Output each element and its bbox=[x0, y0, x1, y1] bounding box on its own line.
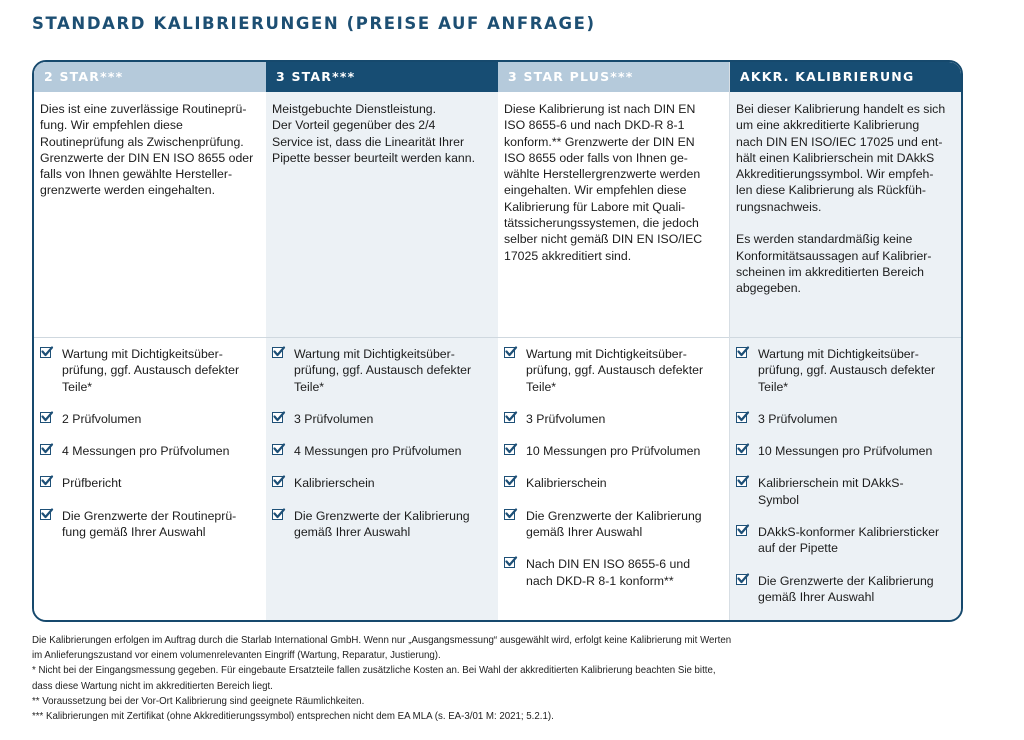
feature-label: Kalibrierschein bbox=[294, 476, 375, 491]
feature-label: Wartung mit Dichtigkeitsüber- prüfung, ggf. Austausch defekter Teile* bbox=[294, 347, 472, 394]
feature-label: Wartung mit Dichtigkeitsüber- prüfung, ggf. Austausch defekter Teile* bbox=[62, 347, 240, 394]
footnote-line: ** Voraussetzung bei der Vor-Ort Kalibrierung sind geeignete Räumlichkeiten. bbox=[32, 695, 365, 707]
column-header: 3 STAR*** bbox=[266, 62, 498, 92]
feature-item bbox=[504, 346, 723, 395]
feature-label: Prüfbericht bbox=[62, 476, 122, 491]
feature-item bbox=[504, 475, 723, 491]
checkbox-checked-icon bbox=[504, 347, 515, 358]
feature-list bbox=[730, 346, 961, 621]
feature-label: Wartung mit Dichtigkeitsüber- prüfung, ggf. Austausch defekter Teile* bbox=[758, 347, 936, 394]
feature-item bbox=[736, 524, 955, 557]
feature-item bbox=[736, 411, 955, 427]
checkbox-checked-icon bbox=[504, 444, 515, 455]
feature-item bbox=[736, 475, 955, 508]
column-description: Diese Kalibrierung ist nach DIN EN ISO 8655-6 und nach DKD-R 8-1 konform.** Grenzwerte der DIN EN ISO 8655 oder falls von Ihnen ge- wählte Herstellergrenzwerte werden eingehalten. Wir empfehlen diese Kalibrierung für Labore mit Quali- tätssicherungssystemen, die jedoch selber nicht gemäß DIN EN ISO/IEC 17025 akkreditiert sind. bbox=[498, 92, 729, 338]
feature-item bbox=[504, 556, 723, 589]
checkbox-checked-icon bbox=[504, 557, 515, 568]
feature-item bbox=[736, 346, 955, 395]
calibration-table bbox=[32, 60, 963, 622]
checkbox-checked-icon bbox=[736, 412, 747, 423]
feature-item bbox=[504, 443, 723, 459]
feature-label: 3 Prüfvolumen bbox=[526, 411, 606, 426]
feature-list bbox=[266, 346, 498, 556]
feature-list bbox=[498, 346, 729, 605]
checkbox-checked-icon bbox=[736, 574, 747, 585]
column-description: Bei dieser Kalibrierung handelt es sich um eine akkreditierte Kalibrierung nach DIN EN ISO/IEC 17025 und ent- hält einen Kalibrierschein mit DAkkS Akkreditierungssymbol. Wir empfeh- len diese Kalibrierung als Rückfüh- rungsnachweis. Es werden standardmäßig keine Konformitätsaussagen auf Kalibrier- scheinen im akkreditierten Bereich abgegeben. bbox=[730, 92, 961, 338]
feature-label: Die Grenzwerte der Kalibrierung gemäß Ihrer Auswahl bbox=[526, 508, 702, 540]
feature-label: 3 Prüfvolumen bbox=[294, 411, 374, 426]
checkbox-checked-icon bbox=[40, 412, 51, 423]
feature-item bbox=[40, 346, 260, 395]
checkbox-checked-icon bbox=[736, 525, 747, 536]
feature-label: Wartung mit Dichtigkeitsüber- prüfung, ggf. Austausch defekter Teile* bbox=[526, 347, 704, 394]
feature-label: 2 Prüfvolumen bbox=[62, 411, 142, 426]
footnotes bbox=[32, 633, 992, 724]
feature-item bbox=[272, 411, 492, 427]
feature-item bbox=[736, 443, 955, 459]
page-title: STANDARD KALIBRIERUNGEN (PREISE AUF ANFRAGE) bbox=[32, 14, 596, 33]
checkbox-checked-icon bbox=[40, 476, 51, 487]
feature-item bbox=[504, 508, 723, 541]
checkbox-checked-icon bbox=[504, 476, 515, 487]
feature-label: Die Grenzwerte der Kalibrierung gemäß Ihrer Auswahl bbox=[294, 508, 470, 540]
checkbox-checked-icon bbox=[272, 412, 283, 423]
feature-item bbox=[272, 475, 492, 491]
feature-label: 10 Messungen pro Prüfvolumen bbox=[526, 444, 701, 459]
feature-item bbox=[736, 573, 955, 606]
checkbox-checked-icon bbox=[736, 347, 747, 358]
checkbox-checked-icon bbox=[736, 476, 747, 487]
feature-item bbox=[272, 346, 492, 395]
feature-item bbox=[504, 411, 723, 427]
footnote-line: im Anlieferungszustand vor einem volumenrelevanten Eingriff (Wartung, Reparatur, Justierung). bbox=[32, 650, 441, 662]
feature-label: Die Grenzwerte der Routineprü- fung gemäß Ihrer Auswahl bbox=[62, 508, 237, 540]
column-header: AKKR. KALIBRIERUNG bbox=[730, 62, 961, 92]
feature-label: 4 Messungen pro Prüfvolumen bbox=[62, 444, 230, 459]
column-3-star bbox=[266, 62, 498, 620]
feature-item bbox=[272, 443, 492, 459]
checkbox-checked-icon bbox=[504, 412, 515, 423]
feature-list bbox=[34, 346, 266, 556]
feature-item bbox=[40, 475, 260, 491]
feature-label: DAkkS-konformer Kalibriersticker auf der Pipette bbox=[758, 525, 940, 556]
feature-label: 10 Messungen pro Prüfvolumen bbox=[758, 444, 933, 459]
feature-label: Die Grenzwerte der Kalibrierung gemäß Ihrer Auswahl bbox=[758, 573, 934, 604]
column-akkr-kalibrierung bbox=[729, 62, 961, 620]
footnote-line: dass diese Wartung nicht im akkreditierten Bereich liegt. bbox=[32, 680, 273, 692]
feature-label: 4 Messungen pro Prüfvolumen bbox=[294, 444, 462, 459]
checkbox-checked-icon bbox=[40, 509, 51, 520]
checkbox-checked-icon bbox=[272, 347, 283, 358]
checkbox-checked-icon bbox=[40, 347, 51, 358]
feature-label: Kalibrierschein bbox=[526, 476, 607, 491]
feature-item bbox=[40, 443, 260, 459]
checkbox-checked-icon bbox=[504, 509, 515, 520]
checkbox-checked-icon bbox=[272, 444, 283, 455]
feature-label: Nach DIN EN ISO 8655-6 und nach DKD-R 8-1 konform** bbox=[526, 557, 691, 588]
column-3-star-plus bbox=[498, 62, 729, 620]
feature-item bbox=[272, 508, 492, 541]
column-header: 2 STAR*** bbox=[34, 62, 266, 92]
checkbox-checked-icon bbox=[272, 509, 283, 520]
footnote-line: *** Kalibrierungen mit Zertifikat (ohne Akkreditierungssymbol) entsprechen nicht dem EA MLA (s. EA-3/01 M: 2021; 5.2.1). bbox=[32, 711, 554, 723]
feature-item bbox=[40, 508, 260, 541]
column-description: Meistgebuchte Dienstleistung. Der Vorteil gegenüber des 2/4 Service ist, dass die Linearität Ihrer Pipette besser beurteilt werden kann. bbox=[266, 92, 498, 338]
footnote-line: * Nicht bei der Eingangsmessung gegeben. Für eingebaute Ersatzteile fallen zusätzliche Kosten an. Bei Wahl der akkreditierten Kalibrierung beachten Sie bitte, bbox=[32, 665, 716, 677]
checkbox-checked-icon bbox=[736, 444, 747, 455]
feature-item bbox=[40, 411, 260, 427]
footnote-line: Die Kalibrierungen erfolgen im Auftrag durch die Starlab International GmbH. Wenn nur „Ausgangsmessung“ ausgewählt wird, erfolgt keine Kalibrierung mit Werten bbox=[32, 635, 732, 646]
column-description: Dies ist eine zuverlässige Routineprü- fung. Wir empfehlen diese Routineprüfung als Zwischenprüfung. Grenzwerte der DIN EN ISO 8655 oder falls von Ihnen gewählte Hersteller- grenzwerte werden eingehalten. bbox=[34, 92, 266, 338]
checkbox-checked-icon bbox=[40, 444, 51, 455]
column-header: 3 STAR PLUS*** bbox=[498, 62, 729, 92]
checkbox-checked-icon bbox=[272, 476, 283, 487]
column-2-star bbox=[34, 62, 266, 620]
feature-label: 3 Prüfvolumen bbox=[758, 411, 838, 426]
feature-label: Kalibrierschein mit DAkkS- Symbol bbox=[758, 476, 904, 507]
